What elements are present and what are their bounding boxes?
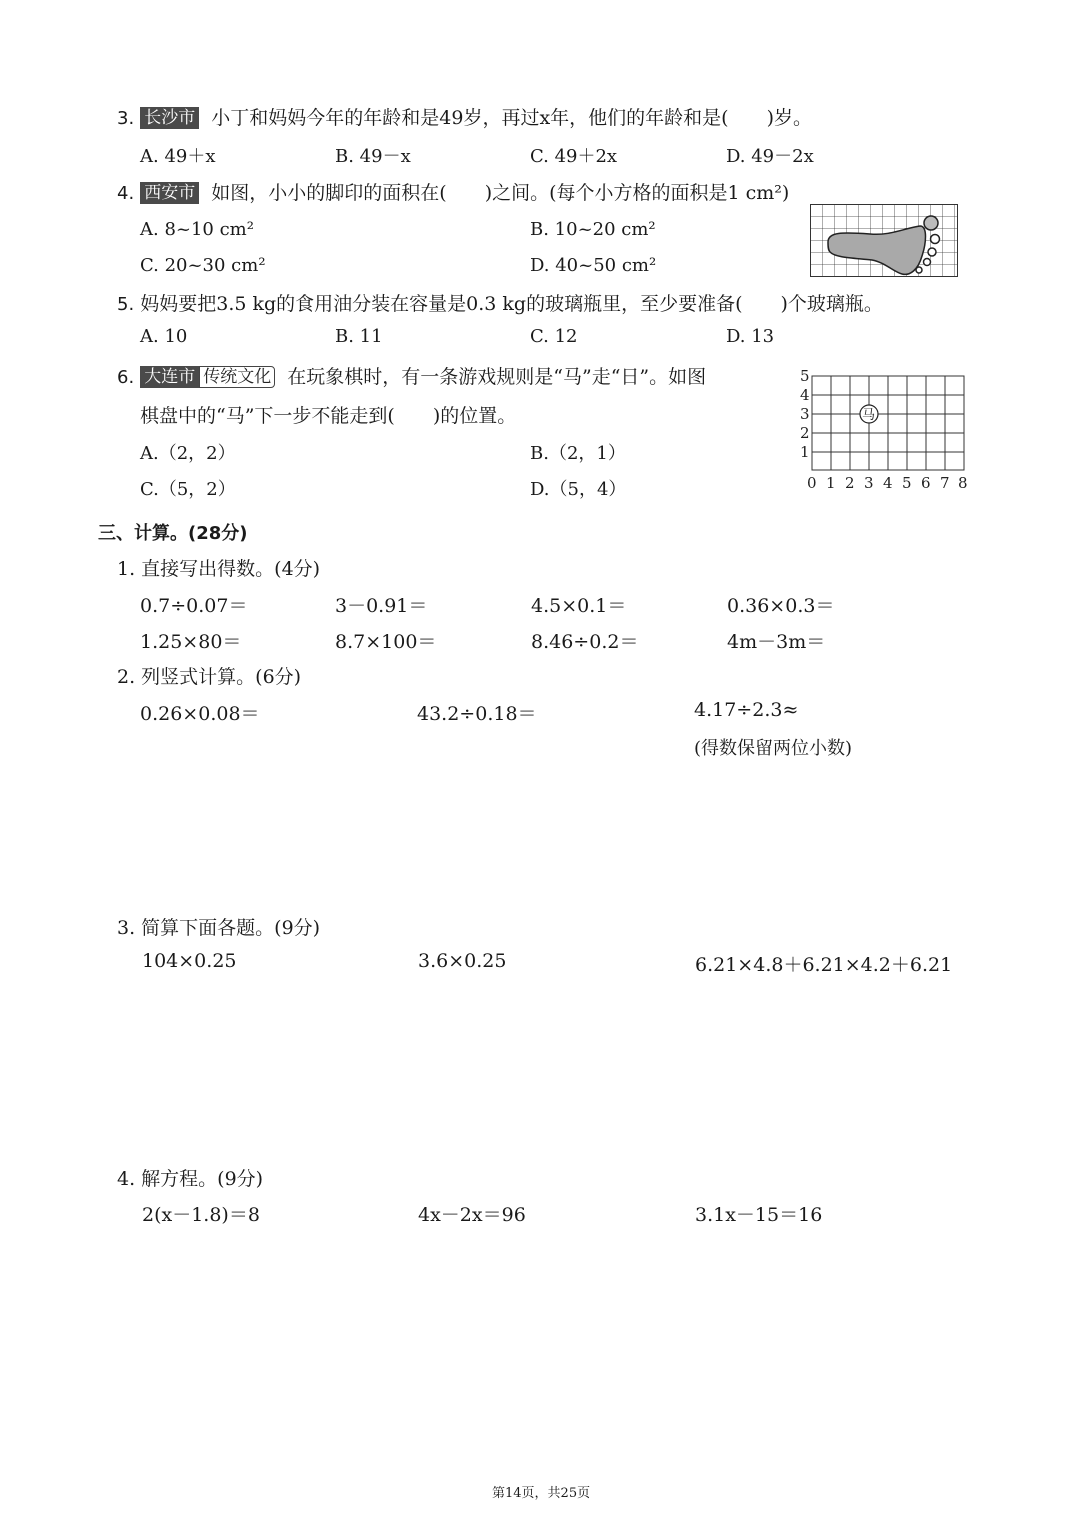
- x-label-3: 3: [864, 474, 874, 492]
- q5-option-b: B. 11: [335, 326, 383, 347]
- calc-2-1: 0.26×0.08＝: [140, 703, 260, 725]
- q4-option-a: A. 8~10 cm²: [140, 219, 254, 240]
- horse-piece-label: 马: [862, 408, 876, 423]
- calc-3-3: 6.21×4.8＋6.21×4.2＋6.21: [695, 954, 953, 976]
- x-label-2: 2: [845, 474, 855, 492]
- x-label-6: 6: [921, 474, 931, 492]
- q3-option-c: C. 49＋2x: [530, 146, 618, 167]
- toe-1: [924, 216, 938, 230]
- q4-number: 4.: [117, 183, 135, 204]
- part2-title: 2. 列竖式计算。(6分): [117, 666, 302, 688]
- chess-grid-lines: [812, 376, 964, 470]
- y-label-4: 4: [800, 386, 810, 404]
- x-label-5: 5: [902, 474, 912, 492]
- toe-3: [928, 248, 936, 256]
- calc-1-2: 3－0.91＝: [335, 595, 428, 617]
- q6-text-1: 在玩象棋时，有一条游戏规则是“马”走“日”。如图: [287, 366, 707, 388]
- toe-5: [916, 267, 922, 273]
- toe-2: [931, 235, 940, 244]
- q3-number: 3.: [117, 108, 135, 129]
- equation-1: 2(x－1.8)＝8: [142, 1204, 260, 1226]
- x-label-4: 4: [883, 474, 893, 492]
- calc-1-1: 0.7÷0.07＝: [140, 595, 248, 617]
- q3-option-b: B. 49－x: [335, 146, 411, 167]
- q4-option-b: B. 10~20 cm²: [530, 219, 656, 240]
- q5-number: 5.: [117, 294, 135, 315]
- chess-grid-figure: [796, 366, 972, 494]
- section-3-title: 三、计算。(28分): [98, 523, 248, 544]
- calc-2-note: (得数保留两位小数): [694, 738, 853, 759]
- part1-title: 1. 直接写出得数。(4分): [117, 558, 321, 580]
- y-label-1: 1: [800, 443, 810, 461]
- q5-line: [117, 289, 883, 316]
- q3-option-a: A. 49＋x: [140, 146, 216, 167]
- q4-option-d: D. 40~50 cm²: [530, 255, 657, 276]
- footprint-grid-figure: [810, 204, 960, 278]
- q6-option-b: B.（2，1）: [530, 443, 626, 464]
- calc-2-3: 4.17÷2.3≈: [694, 699, 799, 721]
- calc-2-2: 43.2÷0.18＝: [417, 703, 537, 725]
- q6-option-d: D.（5，4）: [530, 479, 627, 500]
- equation-2: 4x－2x＝96: [418, 1204, 526, 1226]
- calc-1-6: 8.7×100＝: [335, 631, 437, 653]
- q4-region-tag: 西安市: [140, 182, 199, 204]
- toe-4: [924, 259, 931, 266]
- q6-region-tag: 大连市: [140, 366, 199, 388]
- part4-title: 4. 解方程。(9分): [117, 1168, 264, 1190]
- y-label-2: 2: [800, 424, 810, 442]
- q5-option-d: D. 13: [726, 326, 775, 347]
- q6-line-1: [117, 362, 706, 389]
- calc-1-7: 8.46÷0.2＝: [531, 631, 639, 653]
- q6-topic-tag: 传统文化: [199, 366, 275, 388]
- equation-3: 3.1x－15＝16: [695, 1204, 823, 1226]
- calc-1-3: 4.5×0.1＝: [531, 595, 627, 617]
- q3-region-tag: 长沙市: [140, 107, 199, 129]
- calc-1-8: 4m－3m＝: [727, 631, 826, 653]
- q6-number: 6.: [117, 367, 135, 388]
- calc-1-5: 1.25×80＝: [140, 631, 242, 653]
- x-label-8: 8: [958, 474, 968, 492]
- x-label-0: 0: [807, 474, 817, 492]
- calc-1-4: 0.36×0.3＝: [727, 595, 835, 617]
- q6-option-a: A.（2，2）: [140, 443, 236, 464]
- q5-text: 妈妈要把3.5 kg的食用油分装在容量是0.3 kg的玻璃瓶里，至少要准备( )个玻璃瓶。: [140, 293, 883, 315]
- y-label-3: 3: [800, 405, 810, 423]
- calc-3-1: 104×0.25: [142, 950, 237, 972]
- page-footer: 第14页，共25页: [492, 1486, 591, 1501]
- q4-option-c: C. 20~30 cm²: [140, 255, 266, 276]
- part3-title: 3. 简算下面各题。(9分): [117, 917, 321, 939]
- q5-option-a: A. 10: [140, 326, 188, 347]
- q5-option-c: C. 12: [530, 326, 578, 347]
- q3-option-d: D. 49－2x: [726, 146, 814, 167]
- q6-text-2: 棋盘中的“马”下一步不能走到( )的位置。: [140, 405, 517, 427]
- y-label-5: 5: [800, 367, 810, 385]
- q4-line: [117, 178, 789, 205]
- x-label-1: 1: [826, 474, 836, 492]
- q3-line: [117, 103, 812, 130]
- q6-option-c: C.（5，2）: [140, 479, 236, 500]
- x-label-7: 7: [940, 474, 950, 492]
- q3-text: 小丁和妈妈今年的年龄和是49岁，再过x年，他们的年龄和是( )岁。: [211, 107, 813, 129]
- calc-3-2: 3.6×0.25: [418, 950, 507, 972]
- q4-text: 如图，小小的脚印的面积在( )之间。(每个小方格的面积是1 cm²): [211, 182, 790, 204]
